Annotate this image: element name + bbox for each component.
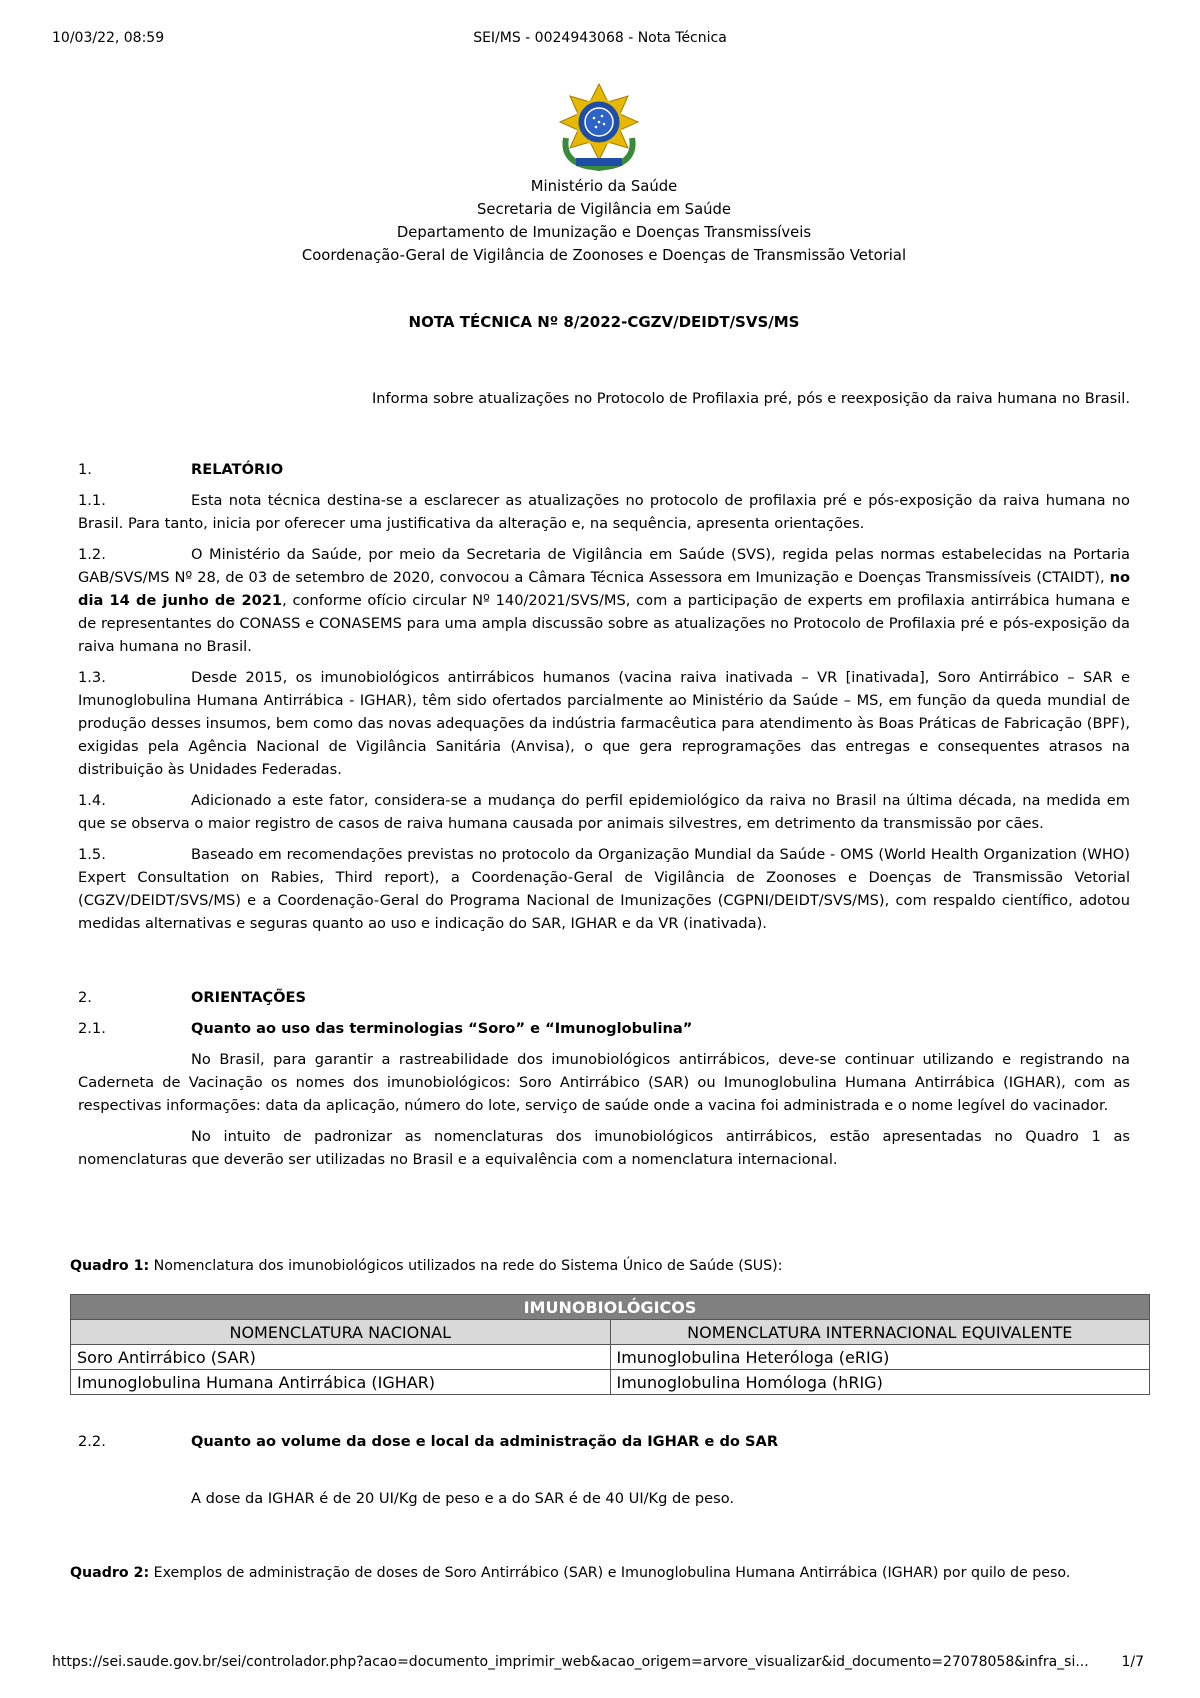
caption-text: Exemplos de administração de doses de Soro Antirrábico (SAR) e Imunoglobulina Humana Antirrábica (IGHAR) por quilo de peso. — [149, 1565, 1071, 1581]
paragraph-number: 1.3. — [78, 669, 106, 686]
subsection-heading: Quanto ao volume da dose e local da administração da IGHAR e do SAR — [191, 1433, 779, 1450]
paragraph-text: Esta nota técnica destina-se a esclarecer as atualizações no protocolo de profilaxia pré e pós-exposição da raiva humana no Brasil. Para tanto, inicia por oferecer uma justificativa da alteração e, na sequência, apresenta orientações. — [78, 492, 1130, 532]
document-title: NOTA TÉCNICA Nº 8/2022-CGZV/DEIDT/SVS/MS — [408, 313, 800, 331]
caption-label: Quadro 2: — [70, 1565, 150, 1581]
paragraph-date-emphasis: no dia 14 de junho de 2021 — [78, 569, 1130, 609]
caption-label: Quadro 1: — [70, 1258, 150, 1274]
print-datetime: 10/03/22, 08:59 — [52, 30, 165, 46]
paragraph-2-1-a: No Brasil, para garantir a rastreabilidade dos imunobiológicos antirrábicos, deve-se continuar utilizando e registrando na Caderneta de Vacinação os nomes dos imunobiológicos: Soro Antirrábico (SAR) ou Imunoglobulina Humana Antirrábica (IGHAR), com as respectivas informações: data da aplicação, número do lote, serviço de saúde onde a vacina foi administrada e o nome legível do vacinador. — [78, 1051, 1130, 1114]
paragraph-1-2 — [78, 543, 1130, 658]
subsection-number: 2.2. — [78, 1433, 106, 1450]
table-row — [71, 1370, 1150, 1395]
paragraph-text: Baseado em recomendações previstas no protocolo da Organização Mundial da Saúde - OMS (World Health Organization (WHO) Expert Consultation on Rabies, Third report), a Coordenação-Geral de Vigilância de Zoonoses e Doenças de Transmissão Vetorial (CGZV/DEIDT/SVS/MS) e a Coordenação-Geral do Programa Nacional de Imunizações (CGPNI/DEIDT/SVS/MS), com respaldo científico, adotou medidas alternativas e seguras quanto ao uso e indicação do SAR, IGHAR e da VR (inativada). — [78, 846, 1130, 932]
document-summary: Informa sobre atualizações no Protocolo de Profilaxia pré, pós e reexposição da raiva humana no Brasil. — [371, 390, 1130, 407]
column-header: NOMENCLATURA NACIONAL — [71, 1320, 611, 1345]
print-url: https://sei.saude.gov.br/sei/controlador.php?acao=documento_imprimir_web&acao_origem=arvore_visualizar&id_documento=27078058&infra_si... — [52, 1654, 1089, 1670]
paragraph-1-1 — [78, 489, 1130, 535]
table-cell: Imunoglobulina Heteróloga (eRIG) — [610, 1345, 1150, 1370]
print-page-title: SEI/MS - 0024943068 - Nota Técnica — [473, 30, 727, 46]
print-page-number: 1/7 — [1121, 1654, 1144, 1670]
section-number: 1. — [78, 461, 92, 478]
quadro-1-caption — [70, 1258, 782, 1274]
paragraph-1-5 — [78, 843, 1130, 935]
letterhead-coordination: Coordenação-Geral de Vigilância de Zoonoses e Doenças de Transmissão Vetorial — [301, 247, 907, 264]
table-title: IMUNOBIOLÓGICOS — [71, 1295, 1150, 1320]
subsection-2-2 — [78, 1430, 1130, 1510]
paragraph-1-4 — [78, 789, 1130, 835]
paragraph-2-2-a: A dose da IGHAR é de 20 UI/Kg de peso e a do SAR é de 40 UI/Kg de peso. — [191, 1490, 735, 1507]
quadro-2-caption — [70, 1565, 1070, 1581]
paragraph-text: Desde 2015, os imunobiológicos antirrábicos humanos (vacina raiva inativada – VR [inativada], Soro Antirrábico – SAR e Imunoglobulina Humana Antirrábica - IGHAR), têm sido ofertados parcialmente ao Ministério da Saúde – MS, em função da queda mundial de produção desses insumos, bem como das novas adequações da indústria farmacêutica para atendimento às Boas Práticas de Fabricação (BPF), exigidas pela Agência Nacional de Vigilância Sanitária (Anvisa), o que gera reprogramações das entregas e consequentes atrasos na distribuição às Unidades Federadas. — [78, 669, 1130, 778]
paragraph-number: 1.1. — [78, 492, 106, 509]
paragraph-text-continued: , conforme ofício circular Nº 140/2021/SVS/MS, com a participação de experts em profilaxia antirrábica humana e de representantes do CONASS e CONASEMS para uma ampla discussão sobre as atualizações no Protocolo de Profilaxia pré e pós-exposição da raiva humana no Brasil. — [78, 592, 1130, 655]
paragraph-1-3 — [78, 666, 1130, 781]
quadro-1-table — [70, 1294, 1150, 1395]
paragraph-number: 1.5. — [78, 846, 106, 863]
section-heading: RELATÓRIO — [191, 461, 284, 478]
letterhead-department: Departamento de Imunização e Doenças Transmissíveis — [396, 224, 812, 241]
paragraph-number: 1.2. — [78, 546, 106, 563]
table-row — [71, 1345, 1150, 1370]
subsection-heading: Quanto ao uso das terminologias “Soro” e “Imunoglobulina” — [191, 1020, 693, 1037]
caption-text: Nomenclatura dos imunobiológicos utilizados na rede do Sistema Único de Saúde (SUS): — [149, 1258, 783, 1274]
letterhead-ministry: Ministério da Saúde — [530, 178, 678, 195]
letterhead-secretariat: Secretaria de Vigilância em Saúde — [476, 201, 732, 218]
table-cell: Imunoglobulina Humana Antirrábica (IGHAR) — [71, 1370, 611, 1395]
table-cell: Soro Antirrábico (SAR) — [71, 1345, 611, 1370]
column-header: NOMENCLATURA INTERNACIONAL EQUIVALENTE — [610, 1320, 1150, 1345]
section-number: 2. — [78, 989, 92, 1006]
section-orientacoes — [78, 986, 1130, 1171]
subsection-number: 2.1. — [78, 1020, 106, 1037]
paragraph-text: O Ministério da Saúde, por meio da Secretaria de Vigilância em Saúde (SVS), regida pelas normas estabelecidas na Portaria GAB/SVS/MS Nº 28, de 03 de setembro de 2020, convocou a Câmara Técnica Assessora em Imunização e Doenças Transmissíveis (CTAIDT), — [78, 546, 1130, 586]
table-cell: Imunoglobulina Homóloga (hRIG) — [610, 1370, 1150, 1395]
letterhead — [78, 175, 1130, 267]
brazil-coat-of-arms-icon — [556, 82, 642, 172]
paragraph-number: 1.4. — [78, 792, 106, 809]
paragraph-2-1-b: No intuito de padronizar as nomenclaturas dos imunobiológicos antirrábicos, estão apresentadas no Quadro 1 as nomenclaturas que deverão ser utilizadas no Brasil e a equivalência com a nomenclatura internacional. — [78, 1128, 1130, 1168]
paragraph-text: Adicionado a este fator, considera-se a mudança do perfil epidemiológico da raiva no Brasil na última década, na medida em que se observa o maior registro de casos de raiva humana causada por animais silvestres, em detrimento da transmissão por cães. — [78, 792, 1130, 832]
section-heading: ORIENTAÇÕES — [191, 989, 306, 1006]
section-relatorio — [78, 458, 1130, 935]
